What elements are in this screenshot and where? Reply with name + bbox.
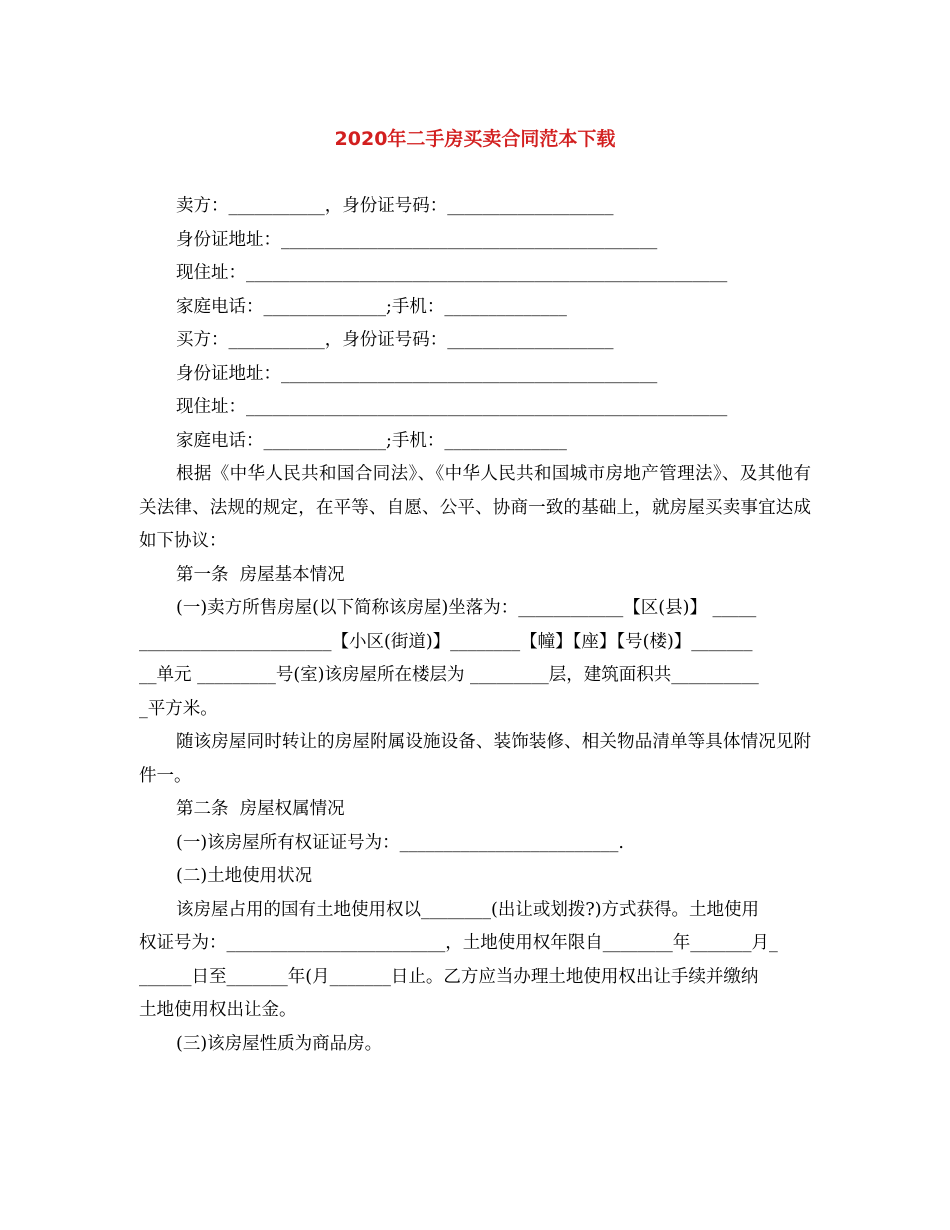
article-1-heading: 第一条 房屋基本情况 [176, 564, 345, 585]
seller-current-address-line: 现住址：_______________________________________________________ [176, 263, 728, 283]
seller-id-address-line: 身份证地址：___________________________________________ [176, 229, 658, 250]
article-1-attachment-note: 随该房屋同时转让的房屋附属设施设备、装饰装修、相关物品清单等具体情况见附件一。 [139, 732, 811, 786]
article-2-item-1: (一)该房屋所有权证证号为：_________________________. [176, 832, 624, 853]
buyer-name-line: 买方：___________，身份证号码：___________________ [176, 330, 614, 350]
article-2-land-line-2: 权证号为：_________________________，土地使用权年限自________年_______月_ [139, 933, 778, 953]
article-2-item-2: (二)土地使用状况 [176, 866, 313, 886]
preamble-paragraph: 根据《中华人民共和国合同法》、《中华人民共和国城市房地产管理法》、及其他有关法律、法规的规定，在平等、自愿、公平、协商一致的基础上，就房屋买卖事宜达成如下协议： [139, 464, 811, 551]
article-1-item-1-line-2: ______________________【小区(街道)】________【幢】【座】【号(楼)】_______ [139, 631, 753, 652]
article-1-item-1-line-3: __单元 _________号(室)该房屋所在楼层为 _________层，建筑面积共__________ [139, 665, 759, 685]
document-title: 2020年二手房买卖合同范本下载 [334, 128, 616, 150]
article-1-item-1-line-1: (一)卖方所售房屋(以下简称该房屋)坐落为：____________【区(县)】 _____ [176, 598, 757, 618]
buyer-id-address-line: 身份证地址：___________________________________________ [176, 363, 658, 384]
article-2-land-line-3: ______日至_______年(月_______日止。乙方应当办理土地使用权出让手续并缴纳 [139, 966, 759, 987]
seller-phone-line: 家庭电话：______________;手机：______________ [176, 296, 567, 317]
buyer-current-address-line: 现住址：_______________________________________________________ [176, 397, 728, 417]
article-2-item-3: (三)该房屋性质为商品房。 [176, 1033, 383, 1054]
seller-name-line: 卖方：___________，身份证号码：___________________ [176, 196, 614, 216]
article-2-heading: 第二条 房屋权属情况 [176, 799, 345, 819]
article-2-land-line-4: 土地使用权出让金。 [139, 1000, 297, 1020]
document-body [139, 190, 811, 1061]
buyer-phone-line: 家庭电话：______________;手机：______________ [176, 430, 567, 451]
article-1-item-1-line-4: _平方米。 [139, 698, 218, 719]
article-2-land-line-1: 该房屋占用的国有土地使用权以________(出让或划拨?)方式获得。土地使用 [176, 899, 760, 920]
